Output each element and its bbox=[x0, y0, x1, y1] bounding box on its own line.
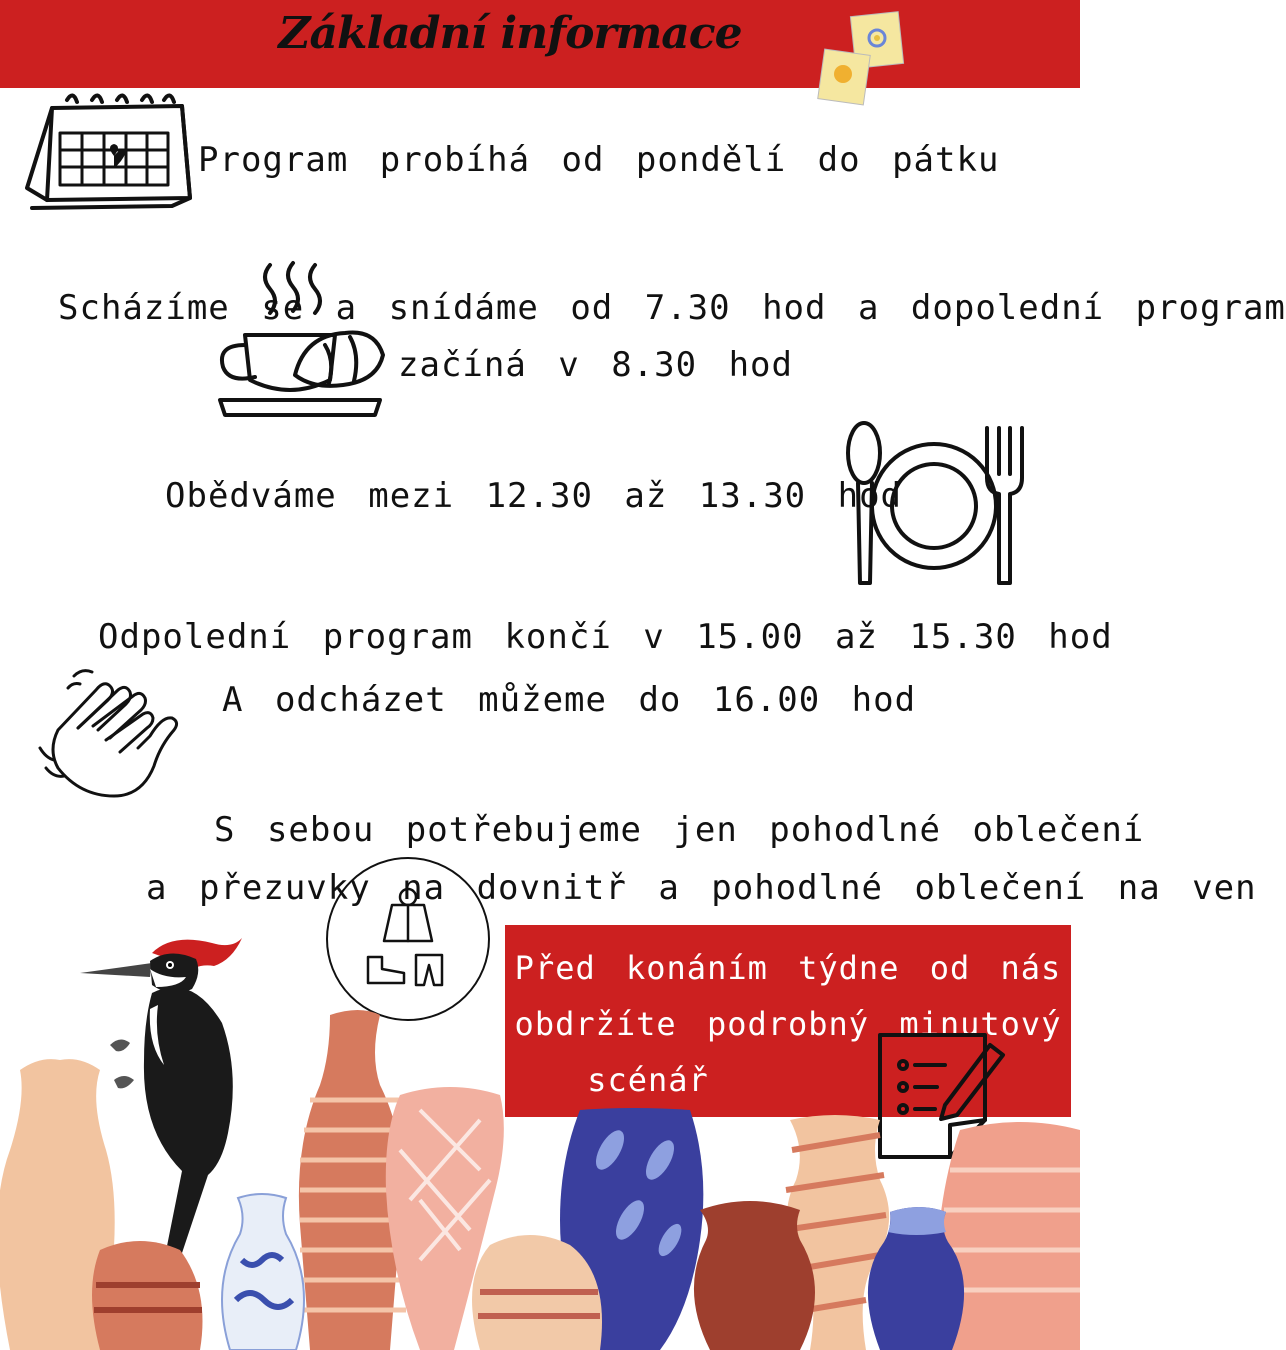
afternoon-text-2: A odcházet můžeme do 16.00 hod bbox=[222, 680, 917, 720]
clothing-text-1: S sebou potřebujeme jen pohodlné oblečení bbox=[214, 810, 1145, 850]
flower-photos-icon bbox=[815, 12, 905, 107]
coffee-croissant-icon bbox=[215, 255, 390, 425]
vases-illustration bbox=[0, 1005, 1080, 1350]
afternoon-text-1: Odpolední program končí v 15.00 až 15.30 hod bbox=[98, 617, 1113, 657]
calendar-icon bbox=[22, 88, 197, 216]
schedule-text: Program probíhá od pondělí do pátku bbox=[198, 140, 1000, 180]
breakfast-text-2: začíná v 8.30 hod bbox=[398, 345, 793, 385]
notice-line-1: Před konáním týdne od nás bbox=[514, 949, 1062, 987]
waving-hand-icon bbox=[38, 668, 183, 803]
clothing-text-2: a přezuvky na dovnitř a pohodlné oblečení na ven bbox=[146, 868, 1257, 908]
page-title: Základní informace bbox=[278, 8, 742, 59]
breakfast-text-1: Scházíme se a snídáme od 7.30 hod a dopolední program bbox=[58, 288, 1286, 328]
lunch-text: Obědváme mezi 12.30 až 13.30 hod bbox=[165, 476, 903, 516]
clothing-icon bbox=[324, 855, 492, 1023]
notice-line-2: obdržíte podrobný minutový bbox=[514, 1005, 1062, 1043]
notice-line-3: scénář bbox=[587, 1061, 709, 1099]
